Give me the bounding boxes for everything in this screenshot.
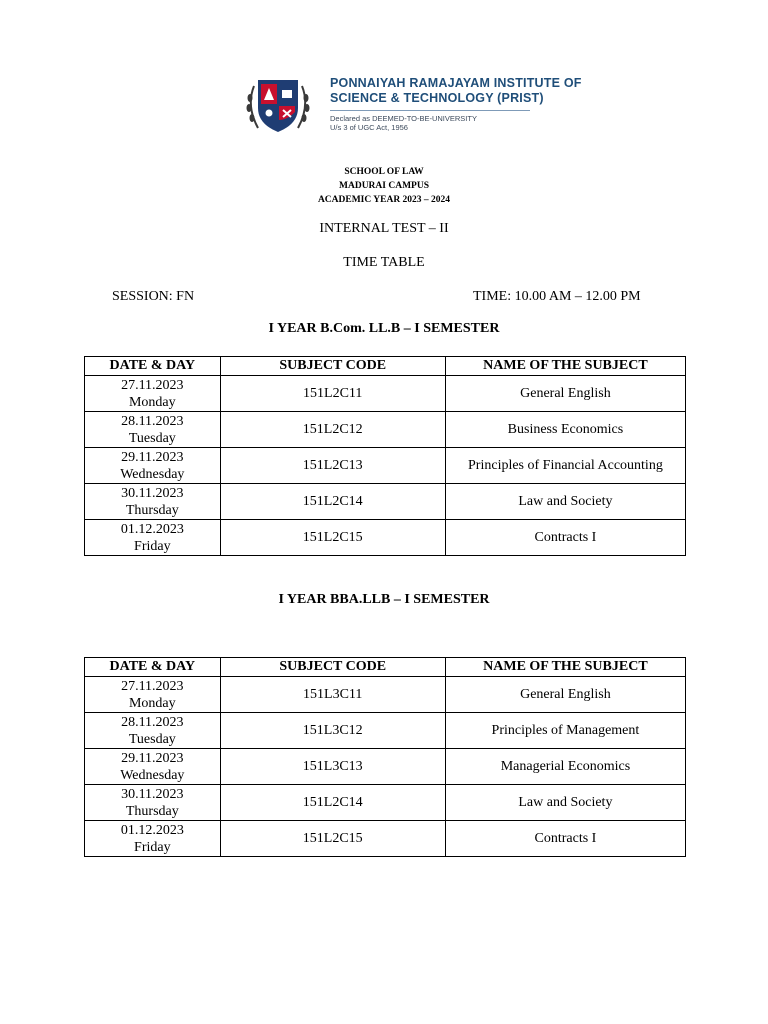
day: Tuesday — [128, 430, 176, 446]
subject-name-cell: Business Economics — [445, 412, 685, 448]
date: 30.11.2023 — [121, 786, 184, 802]
date-day-cell — [85, 484, 221, 520]
table-row — [85, 821, 686, 857]
prist-shield-emblem-icon — [244, 76, 324, 138]
subject-name-cell: General English — [445, 677, 685, 713]
school-name: SCHOOL OF LAW — [344, 167, 424, 177]
subject-code-cell: 151L2C15 — [220, 821, 445, 857]
subject-code-cell: 151L2C11 — [220, 376, 445, 412]
day: Friday — [134, 538, 171, 554]
table-row — [85, 520, 686, 556]
day: Wednesday — [120, 466, 185, 482]
section-title: I YEAR B.Com. LL.B – I SEMESTER — [268, 321, 500, 336]
session-label: SESSION: FN — [112, 289, 195, 304]
date-day-cell — [85, 448, 221, 484]
subject-name-cell: Law and Society — [445, 484, 685, 520]
subject-code-cell: 151L2C14 — [220, 785, 445, 821]
date: 27.11.2023 — [121, 377, 184, 393]
date-day-cell — [85, 412, 221, 448]
subject-code-cell: 151L2C12 — [220, 412, 445, 448]
table-row — [85, 713, 686, 749]
institution-name-block — [330, 76, 582, 132]
subject-code-cell: 151L2C13 — [220, 448, 445, 484]
date-day-cell — [85, 376, 221, 412]
table-header-row — [85, 658, 686, 677]
column-header-date: DATE & DAY — [85, 357, 221, 376]
date-day-cell — [85, 749, 221, 785]
subject-code-cell: 151L3C12 — [220, 713, 445, 749]
table-row — [85, 484, 686, 520]
day: Monday — [128, 695, 176, 711]
day: Wednesday — [120, 767, 185, 783]
divider — [330, 110, 530, 111]
table-row — [85, 412, 686, 448]
subject-code-cell: 151L3C11 — [220, 677, 445, 713]
doc-title: TIME TABLE — [343, 255, 425, 270]
table-row — [85, 785, 686, 821]
date: 29.11.2023 — [121, 449, 184, 465]
subject-name-cell: General English — [445, 376, 685, 412]
day: Monday — [128, 394, 176, 410]
subject-name-cell: Contracts I — [445, 520, 685, 556]
institution-name-line1: PONNAIYAH RAMAJAYAM INSTITUTE OF — [330, 76, 582, 90]
column-header-code: SUBJECT CODE — [220, 357, 445, 376]
date: 28.11.2023 — [121, 714, 184, 730]
date: 28.11.2023 — [121, 413, 184, 429]
day: Friday — [134, 839, 171, 855]
subject-name-cell: Principles of Management — [445, 713, 685, 749]
date-day-cell — [85, 520, 221, 556]
institution-logo — [244, 76, 582, 138]
date-day-cell — [85, 785, 221, 821]
day: Thursday — [125, 803, 179, 819]
date-day-cell — [85, 713, 221, 749]
subject-name-cell: Managerial Economics — [445, 749, 685, 785]
column-header-date: DATE & DAY — [85, 658, 221, 677]
date: 27.11.2023 — [121, 678, 184, 694]
date: 01.12.2023 — [120, 822, 184, 838]
subject-name-cell: Principles of Financial Accounting — [445, 448, 685, 484]
date: 29.11.2023 — [121, 750, 184, 766]
column-header-subject: NAME OF THE SUBJECT — [445, 357, 685, 376]
subject-code-cell: 151L3C13 — [220, 749, 445, 785]
day: Thursday — [125, 502, 179, 518]
institution-name-line2: SCIENCE & TECHNOLOGY (PRIST) — [330, 91, 544, 105]
declared-line1: Declared as DEEMED-TO-BE-UNIVERSITY — [330, 114, 477, 123]
subject-name-cell: Law and Society — [445, 785, 685, 821]
date: 30.11.2023 — [121, 485, 184, 501]
day: Tuesday — [128, 731, 176, 747]
table-row — [85, 749, 686, 785]
date: 01.12.2023 — [120, 521, 184, 537]
subject-name-cell: Contracts I — [445, 821, 685, 857]
declared-line2: U/s 3 of UGC Act, 1956 — [330, 123, 408, 132]
table-header-row — [85, 357, 686, 376]
academic-year: ACADEMIC YEAR 2023 – 2024 — [317, 195, 451, 205]
timetable-bba-llb — [84, 657, 686, 857]
table-row — [85, 448, 686, 484]
table-row — [85, 677, 686, 713]
date-day-cell — [85, 677, 221, 713]
time-label: TIME: 10.00 AM – 12.00 PM — [473, 289, 641, 304]
subject-code-cell: 151L2C14 — [220, 484, 445, 520]
test-title: INTERNAL TEST – II — [319, 221, 449, 236]
column-header-subject: NAME OF THE SUBJECT — [445, 658, 685, 677]
section-title: I YEAR BBA.LLB – I SEMESTER — [278, 592, 490, 607]
subject-code-cell: 151L2C15 — [220, 520, 445, 556]
date-day-cell — [85, 821, 221, 857]
table-row — [85, 376, 686, 412]
column-header-code: SUBJECT CODE — [220, 658, 445, 677]
timetable-bcom-llb — [84, 356, 686, 556]
campus-name: MADURAI CAMPUS — [339, 181, 429, 191]
